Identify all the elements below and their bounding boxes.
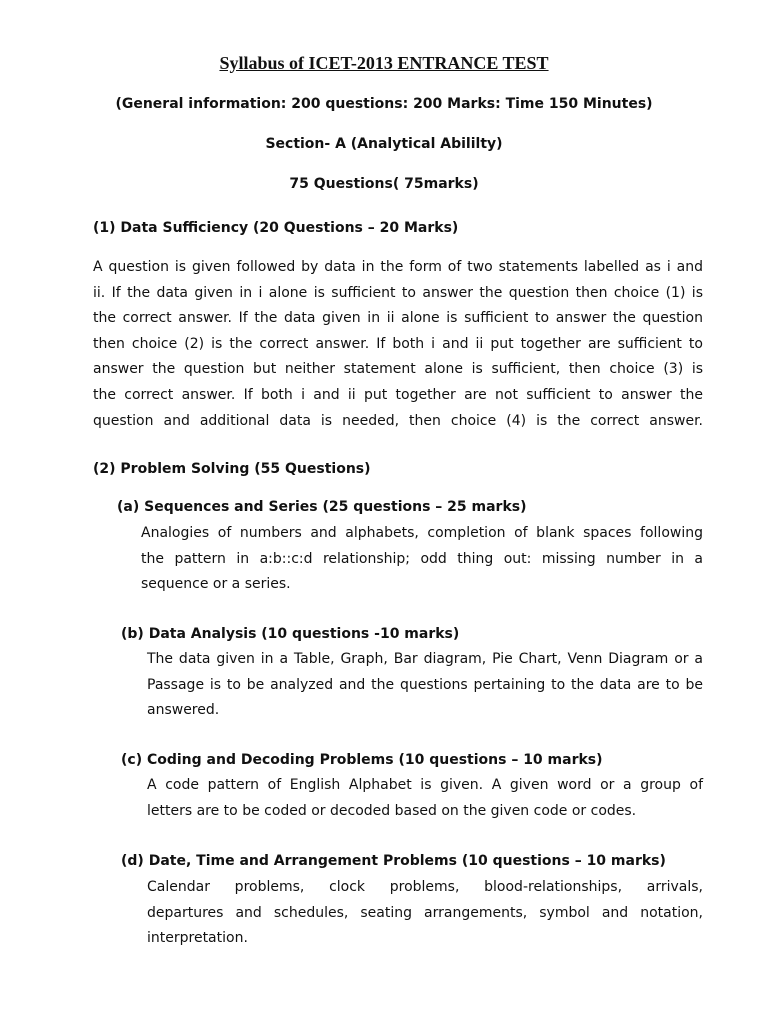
date-time-arrangement-paragraph	[147, 875, 703, 952]
data-analysis-heading: (b) Data Analysis (10 questions -10 marks)	[121, 626, 460, 642]
sequences-series-heading: (a) Sequences and Series (25 questions – 25 marks)	[117, 499, 527, 515]
paragraph-line: letters are to be coded or decoded based on the given code or codes.	[147, 802, 637, 819]
paragraph-line: then choice (2) is the correct answer. If both i and ii put together are sufficient to	[93, 335, 703, 352]
paragraph-line: Analogies of numbers and alphabets, completion of blank spaces following	[141, 525, 703, 541]
data-analysis-paragraph	[147, 647, 703, 724]
paragraph-line: Calendar problems, clock problems, blood-relationships, arrivals,	[147, 879, 703, 895]
paragraph-line: interpretation.	[147, 930, 248, 947]
paragraph-line: The data given in a Table, Graph, Bar diagram, Pie Chart, Venn Diagram or a	[147, 651, 703, 667]
paragraph-line: sequence or a series.	[141, 576, 291, 593]
problem-solving-heading: (2) Problem Solving (55 Questions)	[93, 461, 371, 477]
coding-decoding-paragraph	[147, 773, 703, 824]
paragraph-line: A code pattern of English Alphabet is given. A given word or a group of	[147, 777, 703, 793]
paragraph-line: Passage is to be analyzed and the questions pertaining to the data are to be	[147, 676, 703, 693]
general-information: (General information: 200 questions: 200 Marks: Time 150 Minutes)	[115, 96, 653, 112]
paragraph-line: the correct answer. If the data given in ii alone is sufficient to answer the question	[93, 310, 703, 327]
paragraph-line: the pattern in a:b::c:d relationship; odd thing out: missing number in a	[141, 550, 703, 567]
document-title: Syllabus of ICET-2013 ENTRANCE TEST	[219, 53, 549, 73]
section-a-heading: Section- A (Analytical Abililty)	[265, 136, 503, 152]
section-a-questions: 75 Questions( 75marks)	[289, 176, 479, 192]
paragraph-line: answered.	[147, 702, 220, 719]
date-time-arrangement-heading: (d) Date, Time and Arrangement Problems (10 questions – 10 marks)	[121, 853, 666, 869]
paragraph-line: answer the question but neither statement alone is sufficient, then choice (3) is	[93, 361, 703, 378]
paragraph-line: departures and schedules, seating arrangements, symbol and notation,	[147, 904, 703, 921]
paragraph-line: the correct answer. If both i and ii put together are not sufficient to answer the	[93, 386, 703, 403]
sequences-series-paragraph	[141, 521, 703, 598]
coding-decoding-heading: (c) Coding and Decoding Problems (10 questions – 10 marks)	[121, 752, 603, 768]
data-sufficiency-paragraph	[93, 255, 703, 434]
paragraph-line: A question is given followed by data in the form of two statements labelled as i and	[93, 259, 703, 275]
paragraph-line: ii. If the data given in i alone is sufficient to answer the question then choice (1) is	[93, 284, 703, 301]
data-sufficiency-heading: (1) Data Sufficiency (20 Questions – 20 Marks)	[93, 220, 459, 236]
paragraph-line: question and additional data is needed, then choice (4) is the correct answer.	[93, 412, 703, 429]
